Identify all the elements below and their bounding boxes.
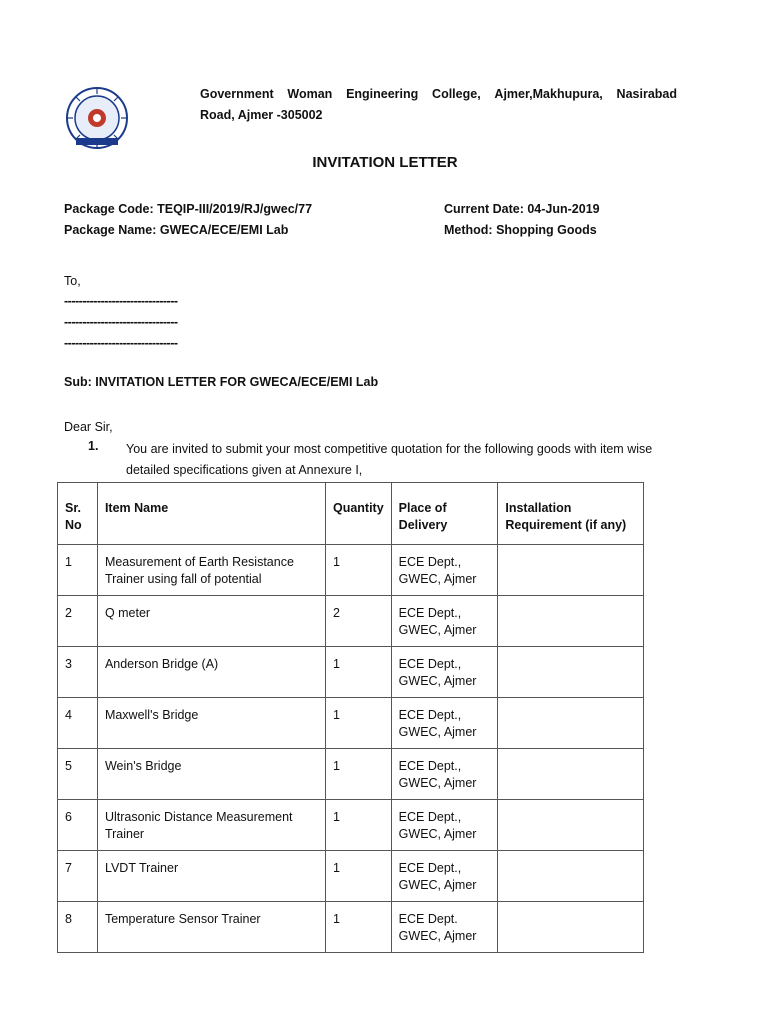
paragraph-number: 1. [88, 439, 99, 453]
cell-sr-no: 5 [58, 749, 98, 800]
cell-sr-no: 2 [58, 596, 98, 647]
cell-sr-no: 7 [58, 851, 98, 902]
cell-quantity: 1 [325, 647, 391, 698]
cell-installation [498, 851, 644, 902]
table-header-row [58, 483, 644, 545]
address-line: ------------------------------- [64, 294, 178, 308]
cell-item-name: Wein's Bridge [97, 749, 325, 800]
current-date: Current Date: 04-Jun-2019 [444, 202, 600, 216]
cell-quantity: 1 [325, 902, 391, 953]
cell-item-name: Anderson Bridge (A) [97, 647, 325, 698]
table-row [58, 902, 644, 953]
cell-installation [498, 749, 644, 800]
cell-delivery: ECE Dept., GWEC, Ajmer [391, 749, 498, 800]
cell-sr-no: 4 [58, 698, 98, 749]
table-row [58, 800, 644, 851]
header-place-of-delivery: Place of Delivery [391, 483, 498, 545]
header-item-name: Item Name [97, 483, 325, 545]
cell-delivery: ECE Dept., GWEC, Ajmer [391, 596, 498, 647]
address-to: To, [64, 274, 81, 288]
table-row [58, 647, 644, 698]
cell-delivery: ECE Dept., GWEC, Ajmer [391, 851, 498, 902]
subject-line: Sub: INVITATION LETTER FOR GWECA/ECE/EMI Lab [64, 375, 379, 389]
cell-delivery: ECE Dept., GWEC, Ajmer [391, 647, 498, 698]
cell-quantity: 1 [325, 749, 391, 800]
cell-item-name: Ultrasonic Distance Measurement Trainer [97, 800, 325, 851]
cell-sr-no: 1 [58, 545, 98, 596]
paragraph-text: You are invited to submit your most competitive quotation for the following goods with item wise detailed specifications given at Annexure I, [126, 442, 653, 477]
header-quantity: Quantity [325, 483, 391, 545]
cell-installation [498, 698, 644, 749]
cell-sr-no: 8 [58, 902, 98, 953]
addr-word: Engineering [346, 87, 419, 101]
cell-delivery: ECE Dept., GWEC, Ajmer [391, 800, 498, 851]
cell-quantity: 2 [325, 596, 391, 647]
addr-word: College, [432, 87, 481, 101]
cell-installation [498, 596, 644, 647]
cell-item-name: Q meter [97, 596, 325, 647]
cell-item-name: Temperature Sensor Trainer [97, 902, 325, 953]
addr-word: Woman [287, 87, 333, 101]
cell-quantity: 1 [325, 851, 391, 902]
addr-word: Nasirabad [616, 87, 677, 101]
cell-sr-no: 3 [58, 647, 98, 698]
cell-installation [498, 545, 644, 596]
addr-word: Government [200, 87, 274, 101]
package-name: Package Name: GWECA/ECE/EMI Lab [64, 223, 289, 237]
cell-sr-no: 6 [58, 800, 98, 851]
package-code: Package Code: TEQIP-III/2019/RJ/gwec/77 [64, 202, 313, 216]
college-address [200, 84, 677, 126]
header-sr-no: Sr. No [58, 483, 98, 545]
cell-quantity: 1 [325, 698, 391, 749]
address-line: ------------------------------- [64, 315, 178, 329]
page-title: INVITATION LETTER [312, 154, 458, 171]
cell-item-name: Measurement of Earth Resistance Trainer using fall of potential [97, 545, 325, 596]
header-installation: Installation Requirement (if any) [498, 483, 644, 545]
table-row [58, 749, 644, 800]
cell-installation [498, 902, 644, 953]
table-row [58, 851, 644, 902]
cell-delivery: ECE Dept. GWEC, Ajmer [391, 902, 498, 953]
cell-delivery: ECE Dept., GWEC, Ajmer [391, 545, 498, 596]
cell-delivery: ECE Dept., GWEC, Ajmer [391, 698, 498, 749]
college-address-line1 [200, 84, 677, 105]
addr-word: Ajmer,Makhupura, [494, 87, 603, 101]
table-row [58, 596, 644, 647]
salutation: Dear Sir, [64, 420, 113, 434]
table-row [58, 545, 644, 596]
cell-item-name: LVDT Trainer [97, 851, 325, 902]
items-table [57, 482, 644, 953]
cell-item-name: Maxwell's Bridge [97, 698, 325, 749]
cell-quantity: 1 [325, 545, 391, 596]
address-line: ------------------------------- [64, 336, 178, 350]
procurement-method: Method: Shopping Goods [444, 223, 597, 237]
college-logo [62, 86, 132, 150]
table-row [58, 698, 644, 749]
cell-quantity: 1 [325, 800, 391, 851]
cell-installation [498, 647, 644, 698]
cell-installation [498, 800, 644, 851]
college-address-line2: Road, Ajmer -305002 [200, 108, 323, 122]
